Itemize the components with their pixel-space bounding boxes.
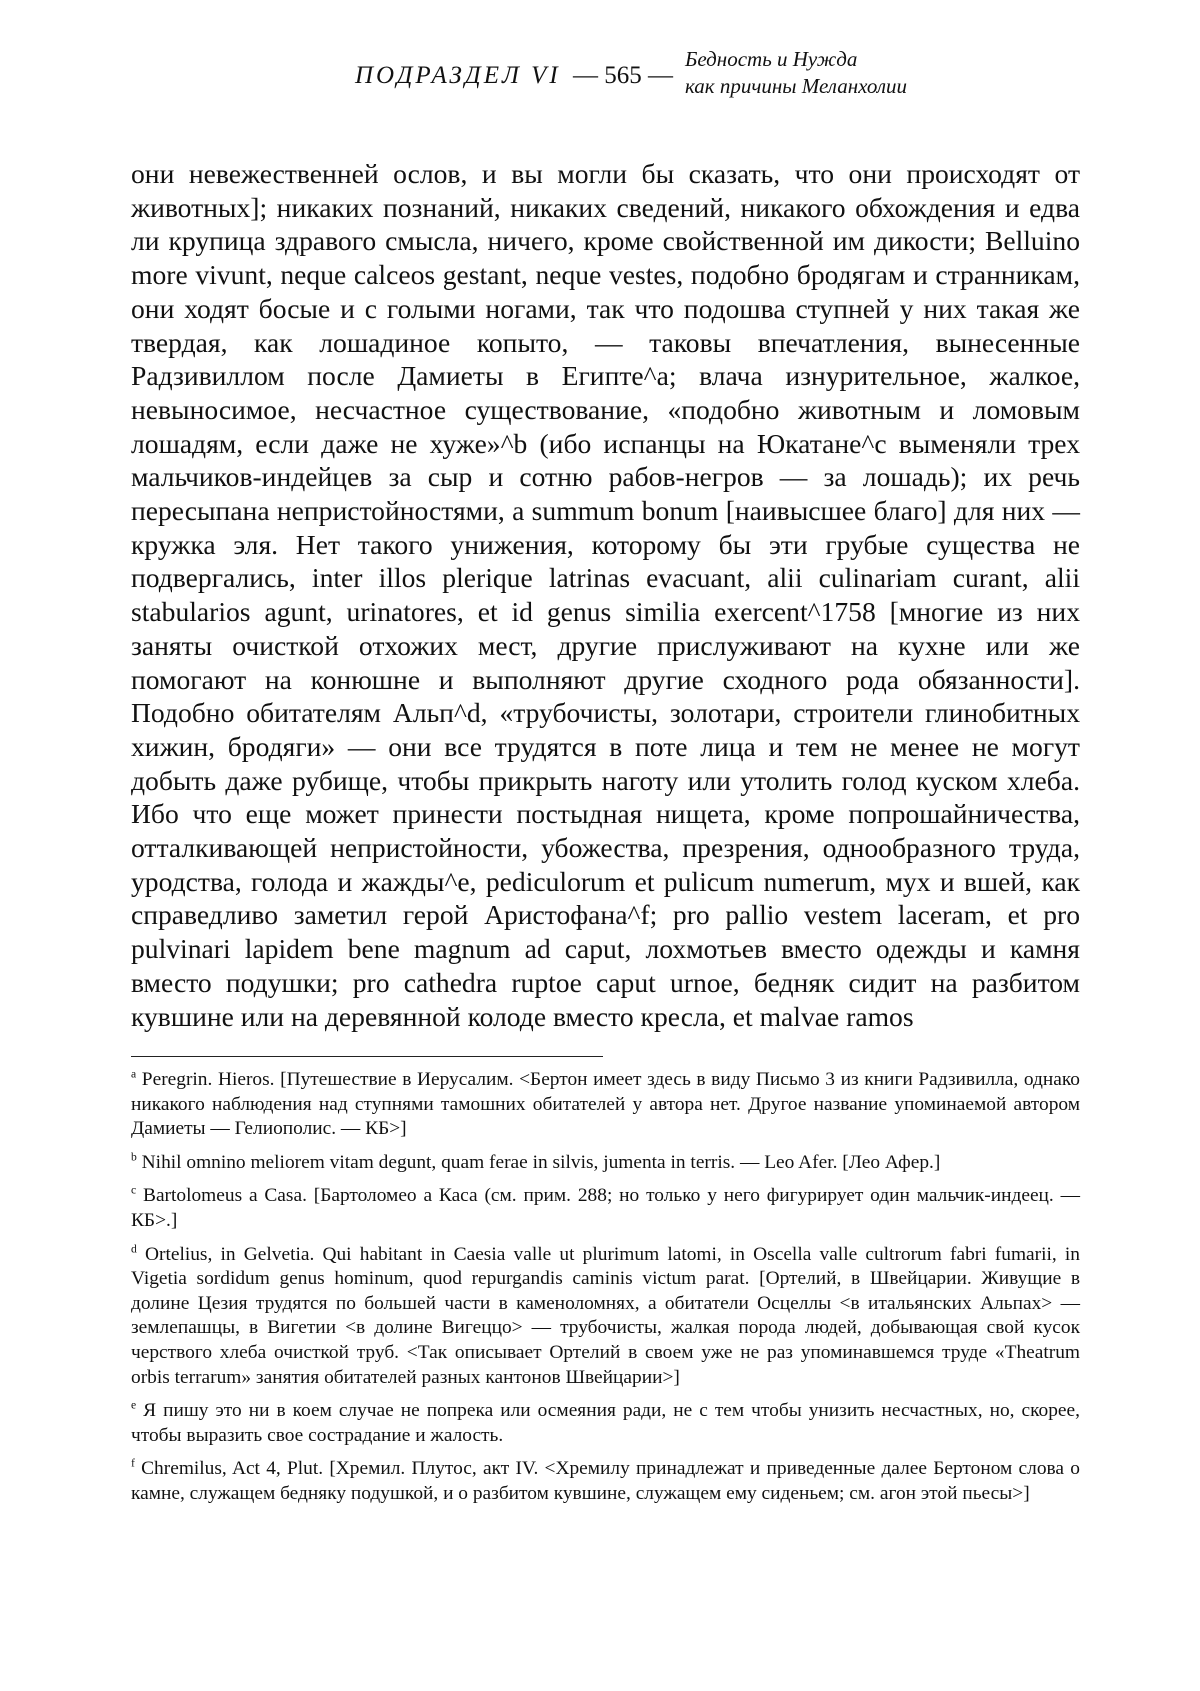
- footnote-mark: c: [131, 1183, 137, 1197]
- footnote-mark: d: [131, 1242, 137, 1256]
- topic-line-2: как причины Меланхолии: [685, 74, 908, 98]
- footnote-f: [131, 1457, 1080, 1506]
- topic-title: [685, 46, 907, 100]
- footnote-text: Nihil omnino meliorem vitam degunt, quam ferae in silvis, jumenta in terris. — Leo Afer. [Лео Афер.]: [141, 1151, 941, 1173]
- page-number: — 565 —: [573, 62, 673, 89]
- footnote-text: Chremilus, Act 4, Plut. [Хремил. Плутос, акт IV. <Хремилу принадлежат и приведенные далее Бертоном слова о камне, служащем бедняку подушкой, и о разбитом кувшине, служащем ему сиденьем; см. агон этой пьесы>]: [131, 1458, 1080, 1504]
- footnote-c: [131, 1184, 1080, 1233]
- footnote-e: [131, 1399, 1080, 1448]
- footnote-mark: e: [131, 1398, 137, 1412]
- footnote-text: Я пишу это ни в коем случае не попрека или осмеяния ради, не с тем чтобы унизить несчастных, но, скорее, чтобы выразить свое сострадание и жалость.: [131, 1400, 1080, 1446]
- footnote-divider: [131, 1056, 603, 1057]
- topic-line-1: Бедность и Нужда: [685, 47, 858, 71]
- footnote-text: Peregrin. Hieros. [Путешествие в Иерусалим. <Бертон имеет здесь в виду Письмо 3 из книги Радзивилла, однако никакого наблюдения над ступнями тамошних обитателей у автора нет. Другое название упоминаемой автором Дамиеты — Гелиополис. — КБ>]: [131, 1069, 1080, 1140]
- footnote-text: Ortelius, in Gelvetia. Qui habitant in Caesia valle ut plurimum latomi, in Oscella valle cultrorum fabri fumarii, in Vigetia sordidum genus hominum, quod repurgandis caminis victum parat. [Ортелий, в Швейцарии. Живущие в долине Цезия трудятся по большей части в каменоломнях, а обитатели Осцеллы <в итальянских Альпах> — землепашцы, в Вигетии <в долине Вигеццо> — трубочисты, жалкая порода людей, добывающая свой кусок черствого хлеба очисткой труб. <Так описывает Ортелий в своем уже не раз упоминавшемся труде «Theatrum orbis terrarum» занятия обитателей разных кантонов Швейцарии>]: [131, 1243, 1080, 1388]
- footnotes: [131, 1068, 1080, 1516]
- main-text: [131, 157, 1080, 1033]
- main-paragraph: они невежественней ослов, и вы могли бы сказать, что они происходят от животных]; никаких познаний, никаких сведений, никакого обхождения и едва ли крупица здравого смысла, ничего, кроме свойственной им дикости; Belluino more vivunt, neque calceos gestant, neque vestes, подобно бродягам и странникам, они ходят босые и с голыми ногами, так что подошва ступней у них такая же твердая, как лошадиное копыто, — таковы впечатления, вынесенные Радзивиллом после Дамиеты в Египте^a; влача изнурительное, жалкое, невыносимое, несчастное существование, «подобно животным и ломовым лошадям, если даже не хуже»^b (ибо испанцы на Юкатане^c выменяли трех мальчиков-индейцев за сыр и сотню рабов-негров — за лошадь); их речь пересыпана непристойностями, а summum bonum [наивысшее благо] для них — кружка эля. Нет такого унижения, которому бы эти грубые существа не подвергались, inter illos plerique latrinas evacuant, alii culinariam curant, alii stabularios agunt, urinatores, et id genus similia exercent^1758 [многие из них заняты очисткой отхожих мест, другие прислуживают на кухне или же помогают на конюшне и выполняют другие сходного рода обязанности]. Подобно обитателям Альп^d, «трубочисты, золотари, строители глинобитных хижин, бродяги» — они все трудятся в поте лица и тем не менее не могут добыть даже рубище, чтобы прикрыть наготу или утолить голод куском хлеба. Ибо что еще может принести постыдная нищета, кроме попрошайничества, отталкивающей непристойности, убожества, презрения, однообразного труда, уродства, голода и жажды^e, pediculorum et pulicum numerum, мух и вшей, как справедливо заметил герой Аристофана^f; pro pallio vestem laceram, et pro pulvinari lapidem bene magnum ad caput, лохмотьев вместо одежды и камня вместо подушки; pro cathedra ruptoe caput urnoe, бедняк сидит на разбитом кувшине или на деревянной колоде вместо кресла, et malvae ramos: [131, 158, 1080, 1032]
- footnote-mark: a: [131, 1067, 137, 1081]
- footnote-mark: b: [131, 1150, 137, 1164]
- footnote-mark: f: [131, 1456, 135, 1470]
- footnote-text: Bartolomeus a Casa. [Бартоломео а Каса (см. прим. 288; но только у него фигурирует один мальчик-индеец. — КБ>.]: [131, 1185, 1081, 1231]
- footnote-d: [131, 1243, 1080, 1391]
- footnote-b: [131, 1151, 1080, 1176]
- section-title: ПОДРАЗДЕЛ VI: [355, 62, 561, 89]
- footnote-a: [131, 1068, 1080, 1142]
